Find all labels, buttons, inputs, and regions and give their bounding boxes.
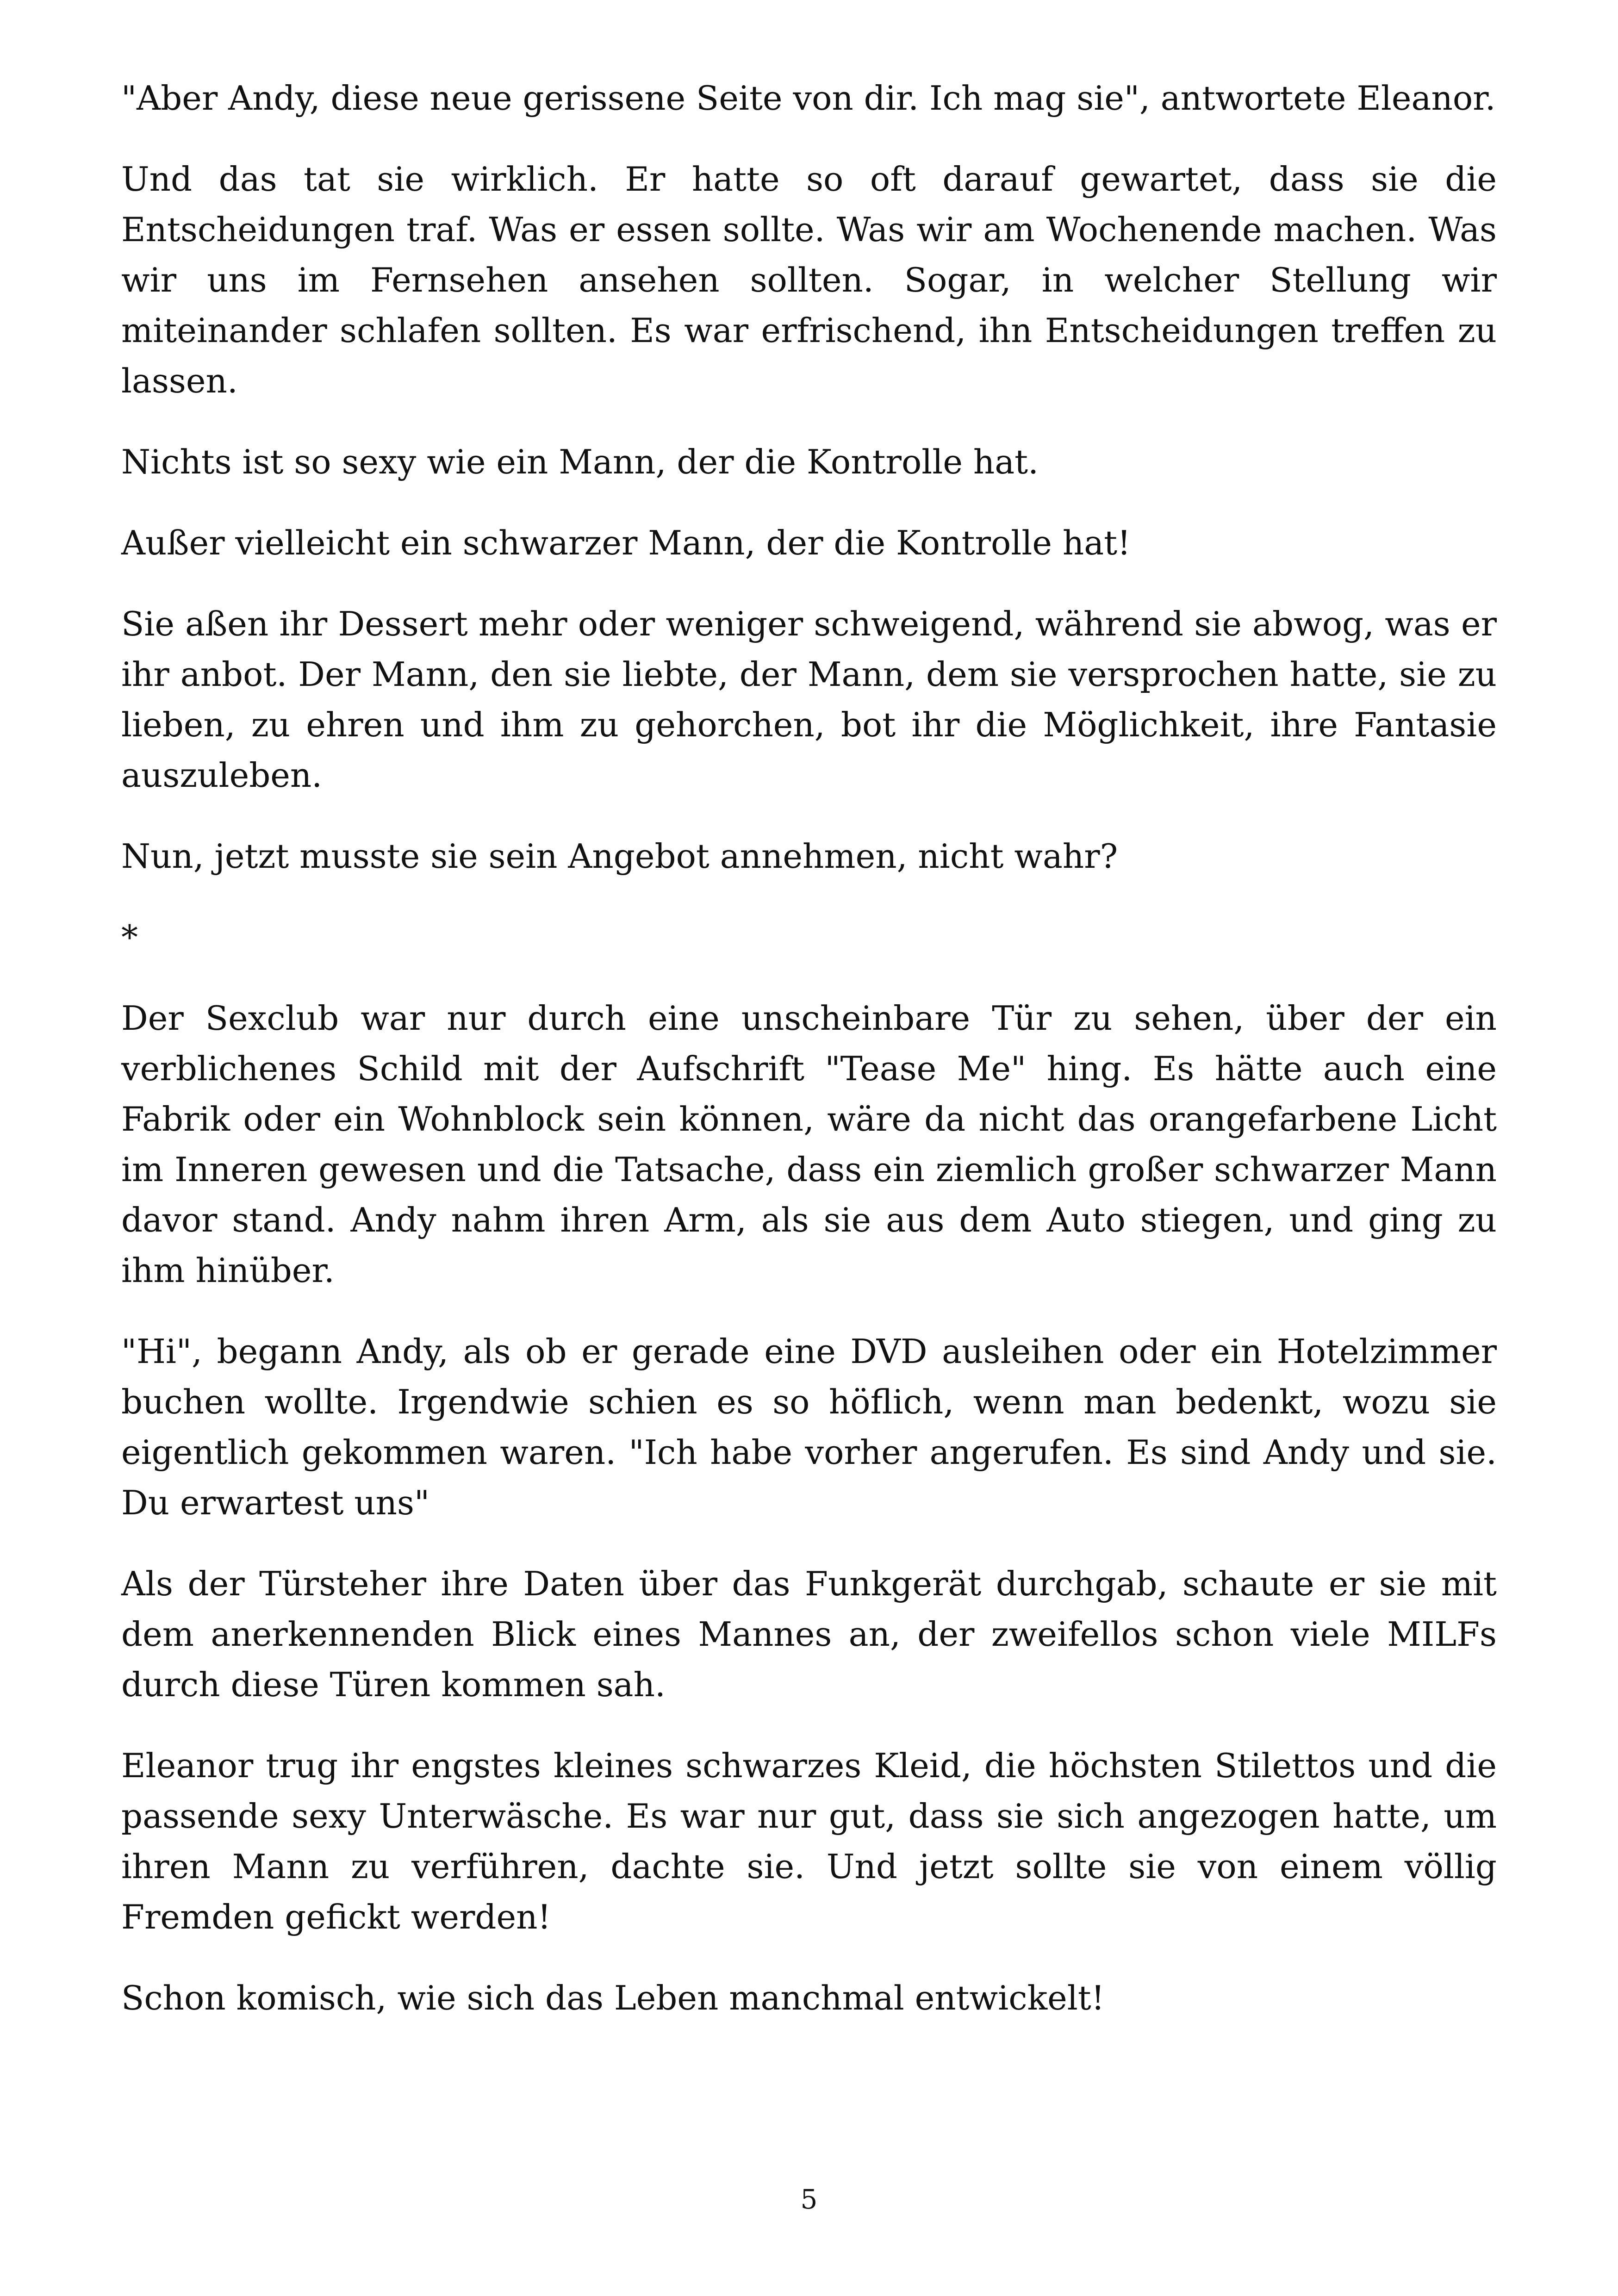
paragraph-dress: Eleanor trug ihr engstes kleines schwarzes Kleid, die höchsten Stilettos und die passende sexy Unterwäsche. Es war nur gut, dass sie sich angezogen hatte, um ihren Mann zu verführen, dachte sie. Und jetzt sollte sie von einem völlig Fremden gefickt werden! <box>121 1746 1497 1936</box>
page-number: 5 <box>800 2184 818 2215</box>
paragraph-doorman: Als der Türsteher ihre Daten über das Funkgerät durchgab, schaute er sie mit dem anerkennenden Blick eines Mannes an, der zweifellos schon viele MILFs durch diese Türen kommen sah. <box>121 1564 1497 1704</box>
paragraph-reply: "Aber Andy, diese neue gerissene Seite von dir. Ich mag sie", antwortete Eleanor. <box>121 79 1496 118</box>
paragraph-black-man: Außer vielleicht ein schwarzer Mann, der die Kontrolle hat! <box>121 523 1131 562</box>
paragraph-sexclub: Der Sexclub war nur durch eine unscheinbare Tür zu sehen, über der ein verblichenes Schild mit der Aufschrift "Tease Me" hing. Es hätte auch eine Fabrik oder ein Wohnblock sein können, wäre da nicht das orangefarbene Licht im Inneren gewesen und die Tatsache, dass ein ziemlich großer schwarzer Mann davor stand. Andy nahm ihren Arm, als sie aus dem Auto stiegen, und ging zu ihm hinüber. <box>121 999 1497 1290</box>
page-body <box>121 73 1497 2054</box>
paragraph-decisions: Und das tat sie wirklich. Er hatte so oft darauf gewartet, dass sie die Entscheidungen traf. Was er essen sollte. Was wir am Wochenende machen. Was wir uns im Fernsehen ansehen sollten. Sogar, in welcher Stellung wir miteinander schlafen sollten. Es war erfrischend, ihn Entscheidungen treffen zu lassen. <box>121 160 1497 400</box>
paragraph-dessert: Sie aßen ihr Dessert mehr oder weniger schweigend, während sie abwog, was er ihr anbot. Der Mann, den sie liebte, der Mann, dem sie versprochen hatte, sie zu lieben, zu ehren und ihm zu gehorchen, bot ihr die Möglichkeit, ihre Fantasie auszuleben. <box>121 604 1497 795</box>
paragraph-control: Nichts ist so sexy wie ein Mann, der die Kontrolle hat. <box>121 442 1039 481</box>
paragraph-offer: Nun, jetzt musste sie sein Angebot annehmen, nicht wahr? <box>121 837 1118 876</box>
scene-separator: * <box>121 918 138 957</box>
paragraph-life: Schon komisch, wie sich das Leben manchmal entwickelt! <box>121 1979 1105 2017</box>
paragraph-hi: "Hi", begann Andy, als ob er gerade eine DVD ausleihen oder ein Hotelzimmer buchen wollte. Irgendwie schien es so höflich, wenn man bedenkt, wozu sie eigentlich gekommen waren. "Ich habe vorher angerufen. Es sind Andy und sie. Du erwartest uns" <box>121 1332 1497 1522</box>
